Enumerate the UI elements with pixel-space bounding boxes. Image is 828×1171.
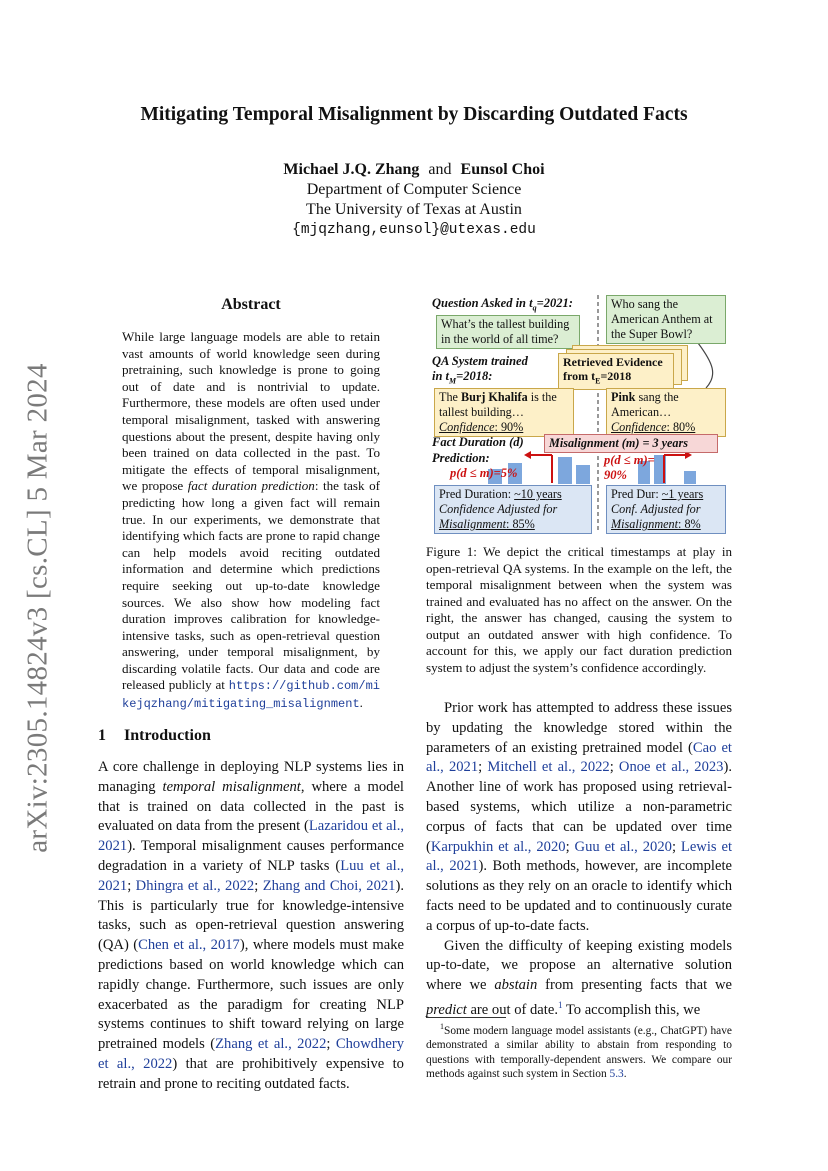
intro-text: , where a model that is trained on data collected in the past is evaluated on data from the present ( [98,778,404,835]
figure-1 [428,293,732,536]
body-text: from presenting facts that we [537,977,732,994]
author-1: Michael J.Q. Zhang [283,161,420,178]
left-prediction-box [434,485,592,534]
author-email: {mjqzhang,eunsol}@utexas.edu [292,222,536,238]
confidence-value: : 80% [666,420,696,434]
adjusted-confidence: : 85% [506,517,535,531]
body-text: ). Another line of work has proposed using retrieval-based systems, which utilize a non-parametric corpus of facts that can be updated over time ( [426,759,732,855]
label-text: Misalignment [439,517,507,531]
footnote-text: . [623,1068,627,1081]
introduction-body [98,758,404,1095]
abstract-heading: Abstract [221,296,281,313]
citation-link[interactable]: Chowdhery et al., 2022 [98,1036,405,1072]
body-text: Given the difficulty of keeping existing models up-to-date, we propose an alternative solution where we [426,937,732,994]
arxiv-identifier-text: arXiv:2305.14824v3 [cs.CL] 5 Mar 2024 [21,363,54,853]
label-text: 90% [604,468,627,482]
answer-text: The [439,390,461,404]
citation-link[interactable]: Zhang et al., 2022 [215,1036,327,1053]
evidence-title: Retrieved Evidence [563,355,663,369]
abstract-body [122,329,380,713]
abstract-text-2: : the task of predicting how long a given fact will remain true. In our experiments, we demonstrate that identifying which facts are prone to rapid change can help models avoid reciting outdated information and determine which predictions require seeking out up-to-date knowledge sources. We also show how modeling fact duration improves calibration for knowledge-intensive tasks, such as open-retrieval question answering, under temporal misalignment, by discarding volatile facts. Our data and code are released publicly at [122,478,380,693]
citation-sep: ; [478,759,488,776]
misalignment-box [544,434,718,453]
bar [684,471,696,484]
citation-sep: ; [326,1036,336,1053]
footnote-text: Some modern language model assistants (e.g., ChatGPT) have demonstrated a similar ability to abstain from responding to questions with temporally-dependent answers. We compare our methods against such system in Section [426,1024,732,1081]
retrieved-evidence-card [558,353,674,390]
body-text: ). Both methods, however, are incomplete solutions as they rely on an oracle to identify which facts need to be updated and to continuously curate a corpus of up-to-date facts. [426,858,732,934]
right-prediction-box [606,485,726,534]
left-question-box: What’s the tallest building in the world of all time? [436,315,580,349]
label-text: Pred Duration: [439,487,515,501]
label-sub: M [449,376,457,386]
footnote-divider [426,1017,506,1018]
right-column-body [426,699,732,1021]
answer-text: sang the American… [611,390,679,419]
section-title: Introduction [124,727,211,744]
citation-sep: ; [671,838,681,855]
arxiv-identifier [18,363,58,853]
bar [558,457,572,484]
label-text: =2018: [456,369,493,383]
label-sub: E [595,376,601,386]
right-answer-box [606,388,726,437]
citation-sep: ; [609,759,619,776]
label-text: Pred Dur: [611,487,662,501]
citation-link[interactable]: Guu et al., 2020 [574,838,672,855]
section-number: 1 [98,727,106,744]
author-names [200,160,628,180]
citation-link[interactable]: Chen et al., 2017 [138,937,240,954]
fact-duration-label [432,435,524,450]
abstract-emph: fact duration prediction [187,478,315,494]
figure-caption: Figure 1: We depict the critical timestamps at play in open-retrieval QA systems. In the example on the left, the temporal misalignment between when the system was trained and evaluated has no affect on the answer. On the right, the answer has changed, causing the system to output an outdated answer with high confidence. To account for this, we apply our fact duration prediction system to adjust the system’s confidence accordingly. [426,544,732,675]
citation-link[interactable]: Lewis et al., 2021 [426,838,733,875]
citation-link[interactable]: Zhang and Choi, 2021 [262,877,396,894]
prediction-label: Prediction: [432,451,490,465]
confidence-label: Confidence [439,420,495,434]
body-emph: predict [426,1001,467,1018]
duration-value: ~10 years [514,487,562,501]
author-and: and [428,161,452,178]
answer-entity: Burj Khalifa [461,390,528,404]
label-text: =2021: [536,296,573,310]
confidence-label: Confidence [611,420,667,434]
intro-text: ) that are prohibitively expensive to retrain and prone to reciting outdated facts. [98,1055,404,1092]
footnote-marker[interactable]: 1 [557,999,563,1010]
label-text: ) [519,435,524,449]
left-answer-box [434,388,574,437]
body-text: To accomplish this, we [562,1001,701,1018]
bar [576,465,590,484]
right-probability [604,453,655,483]
abstract-text-3: . [359,695,363,711]
citation-link[interactable]: Lazaridou et al., 2021 [98,818,405,855]
citation-link[interactable]: Karpukhin et al., 2020 [430,838,566,855]
intro-text: ), where models must make predictions based on world knowledge which can rapidly change. Furthermore, such issues are only exacerbated as the paradigm for creating NLP systems continues to shift toward relying on large pretrained models ( [98,937,404,1053]
question-asked-label [432,296,573,313]
intro-text: ). Temporal misalignment causes performance degradation in a variety of NLP tasks ( [98,838,404,874]
intro-text: A core challenge in deploying NLP systems lies in managing [98,759,404,795]
body-text: are out of date. [466,1001,558,1018]
body-text: Prior work has attempted to address these issues by updating the knowledge stored within the parameters of an existing pretrained model ( [426,700,732,756]
citation-link[interactable]: Onoe et al., 2023 [618,759,724,776]
right-question-box: Who sang the American Anthem at the Super Bowl? [606,295,726,344]
label-text: Confidence Adjusted for [439,502,558,516]
citation-link[interactable]: Luu et al., 2021 [98,857,404,894]
label-text: p(d ≤ m)= [604,453,655,467]
code-link[interactable]: https://github.com/mikejqzhang/mitigating_misalignment [122,679,380,712]
affiliation-department: Department of Computer Science [306,181,522,198]
label-text: in t [432,369,450,383]
footnote [426,1020,732,1081]
label-text: Misalignment ( [549,436,626,450]
section-heading-introduction [98,727,211,745]
qa-system-label [432,354,528,389]
body-emph: abstain [494,977,538,994]
author-2: Eunsol Choi [460,161,545,178]
label-text: Fact Duration ( [432,435,514,449]
citation-link[interactable]: Dhingra et al., 2022 [135,877,255,894]
label-text: QA System trained [432,354,528,368]
label-text: ) = 3 years [635,436,688,450]
citation-link[interactable]: Cao et al., 2021 [426,739,732,776]
label-text: =2018 [600,369,632,383]
adjusted-confidence: : 8% [678,517,701,531]
label-sub: q [532,303,537,313]
abstract-text-1: While large language models are able to retain vast amounts of world knowledge seen during pretraining, such knowledge is prone to going out of date and is nontrivial to update. Furthermore, these models are often used under temporal misalignment, tasked with answering questions about the present, despite having only been trained on data collected in the past. To mitigate the effects of temporal misalignment, we propose [122,329,380,494]
label-var: m [625,436,636,450]
citation-sep: ; [254,877,263,894]
confidence-value: : 90% [494,420,524,434]
citation-sep: ; [127,877,136,894]
answer-entity: Pink [611,390,636,404]
citation-link[interactable]: Mitchell et al., 2022 [487,759,610,776]
section-reference-link[interactable]: 5.3 [609,1068,624,1081]
intro-emph: temporal misalignment [162,778,301,795]
affiliation-university: The University of Texas at Austin [306,201,522,218]
author-block [200,160,628,240]
label-text: from t [563,369,596,383]
citation-sep: ; [565,838,575,855]
duration-value: ~1 years [661,487,704,501]
intro-text: ). This is particularly true for knowledge-intensive tasks, such as open-retrieval question answering (QA) ( [98,877,404,954]
label-text: Conf. Adjusted for [611,502,701,516]
paragraph [426,699,732,937]
paragraph [426,937,732,1021]
label-text: Question Asked in t [432,296,533,310]
label-text: Misalignment [611,517,679,531]
answer-text: is the tallest building… [439,390,557,419]
paper-title: Mitigating Temporal Misalignment by Discarding Outdated Facts [140,104,688,125]
footnote-number: 1 [440,1022,444,1031]
label-var: d [513,435,520,449]
left-probability: p(d ≤ m)=5% [450,466,518,480]
